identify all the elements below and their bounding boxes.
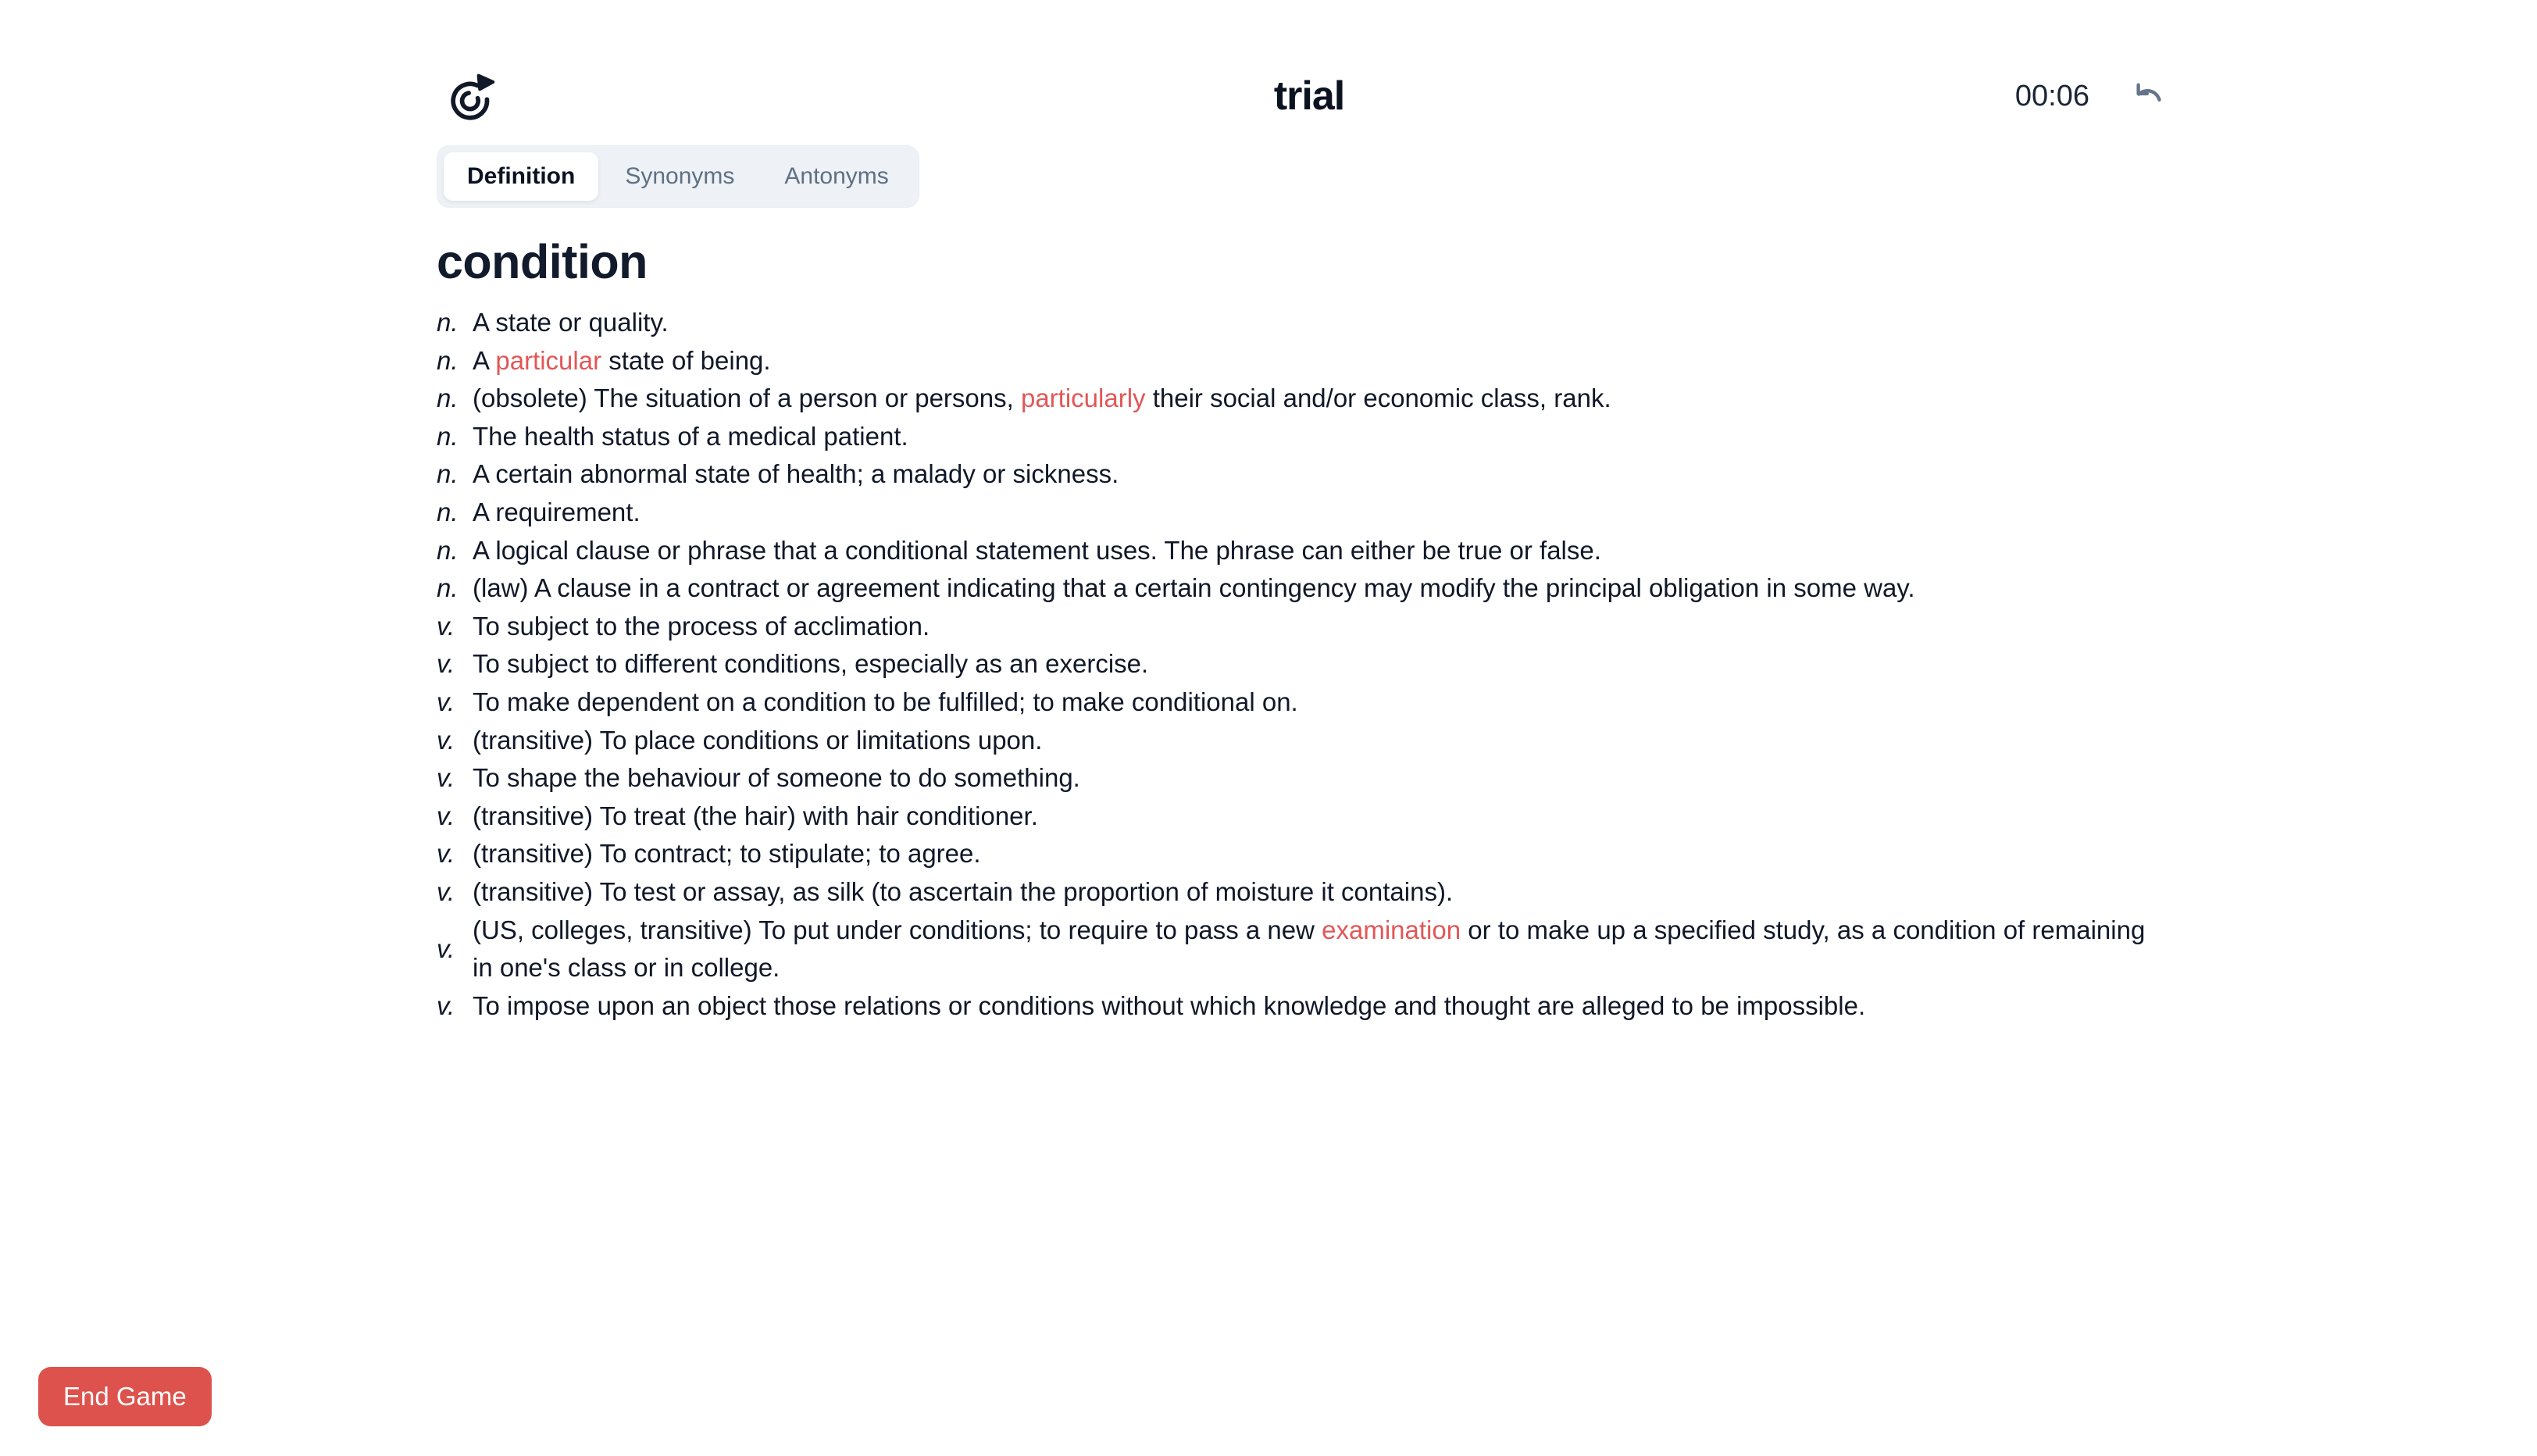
definition-text xyxy=(473,645,2171,683)
definition-item xyxy=(437,380,2171,418)
definition-text-segment: A state or quality. xyxy=(473,308,669,337)
definition-item xyxy=(437,645,2171,683)
tab-definition[interactable]: Definition xyxy=(444,152,598,201)
definition-item xyxy=(437,418,2171,456)
definition-item xyxy=(437,455,2171,494)
part-of-speech-label: v. xyxy=(437,725,455,755)
definition-text-segment: To impose upon an object those relations or conditions without which knowledge and thought are alleged to be impossible. xyxy=(473,990,1866,1020)
end-game-button[interactable]: End Game xyxy=(38,1367,212,1426)
definition-text-segment: (law) A clause in a contract or agreement indicating that a certain contingency may modify the principal obligation in some way. xyxy=(473,573,1915,603)
tab-bar xyxy=(437,145,919,208)
word-heading: condition xyxy=(437,235,648,288)
part-of-speech-label: n. xyxy=(437,384,459,413)
definition-item xyxy=(437,304,2171,342)
definition-text xyxy=(473,912,2171,987)
definition-item xyxy=(437,873,2171,912)
part-of-speech-label: n. xyxy=(437,421,459,451)
definition-text xyxy=(473,342,2171,380)
definition-item xyxy=(437,494,2171,532)
definition-text-segment: state of being. xyxy=(601,345,771,375)
definition-panel xyxy=(366,236,2171,1025)
definition-text-segment: To make dependent on a condition to be fulfilled; to make conditional on. xyxy=(473,687,1298,717)
definition-text xyxy=(473,759,2171,798)
part-of-speech-label: v. xyxy=(437,990,455,1020)
definition-text xyxy=(473,608,2171,646)
definition-text-segment: (transitive) To contract; to stipulate; to agree. xyxy=(473,839,981,869)
part-of-speech-label: v. xyxy=(437,933,455,963)
definition-text-segment: To subject to different conditions, especially as an exercise. xyxy=(473,649,1149,679)
definition-text xyxy=(473,835,2171,873)
undo-arrow-icon xyxy=(2130,76,2171,116)
definition-text-segment: To shape the behaviour of someone to do something. xyxy=(473,763,1080,793)
header-left xyxy=(366,70,1274,122)
definition-text xyxy=(473,494,2171,532)
definition-text xyxy=(473,418,2171,456)
tab-antonyms[interactable]: Antonyms xyxy=(761,152,912,201)
header xyxy=(366,67,2171,125)
definition-item xyxy=(437,569,2171,608)
definition-text-segment: To subject to the process of acclimation. xyxy=(473,611,930,641)
definition-item xyxy=(437,532,2171,570)
definition-text xyxy=(473,987,2171,1026)
definition-text xyxy=(473,455,2171,494)
part-of-speech-label: n. xyxy=(437,535,459,565)
definition-item xyxy=(437,683,2171,722)
definition-item xyxy=(437,912,2171,987)
word-link[interactable]: particular xyxy=(495,345,602,375)
part-of-speech-label: n. xyxy=(437,498,459,527)
part-of-speech-label: v. xyxy=(437,687,455,717)
definition-text xyxy=(473,722,2171,760)
definition-text xyxy=(473,683,2171,722)
definition-text-segment: A logical clause or phrase that a conditional statement uses. The phrase can either be true or false. xyxy=(473,535,1601,565)
definition-text-segment: (obsolete) The situation of a person or persons, xyxy=(473,384,1021,413)
definition-item xyxy=(437,608,2171,646)
part-of-speech-label: n. xyxy=(437,573,459,603)
definition-text-segment: (transitive) To treat (the hair) with hair conditioner. xyxy=(473,801,1038,830)
header-right xyxy=(1344,76,2171,116)
definition-text-segment: A requirement. xyxy=(473,498,640,527)
definition-text xyxy=(473,532,2171,570)
definition-text-segment: (US, colleges, transitive) To put under conditions; to require to pass a new xyxy=(473,915,1322,944)
part-of-speech-label: n. xyxy=(437,345,459,375)
app-container xyxy=(366,0,2171,1025)
definition-text-segment: or to make up a specified study, as a condition of remaining in one's class or in college. xyxy=(473,915,2146,983)
definition-text-segment: their social and/or economic class, rank. xyxy=(1145,384,1611,413)
part-of-speech-label: v. xyxy=(437,839,455,869)
word-link[interactable]: examination xyxy=(1322,915,1461,944)
undo-button[interactable] xyxy=(2130,76,2171,116)
definition-text xyxy=(473,798,2171,836)
definition-item xyxy=(437,835,2171,873)
definition-text xyxy=(473,304,2171,342)
part-of-speech-label: n. xyxy=(437,308,459,337)
part-of-speech-label: n. xyxy=(437,459,459,489)
definition-item xyxy=(437,798,2171,836)
definition-item xyxy=(437,722,2171,760)
definition-item xyxy=(437,987,2171,1026)
definition-text xyxy=(473,569,2171,608)
tab-synonyms[interactable]: Synonyms xyxy=(601,152,758,201)
part-of-speech-label: v. xyxy=(437,877,455,906)
part-of-speech-label: v. xyxy=(437,611,455,641)
page-title: trial xyxy=(1273,73,1345,119)
definition-item xyxy=(437,342,2171,380)
definition-text-segment: A certain abnormal state of health; a malady or sickness. xyxy=(473,459,1119,489)
timer: 00:06 xyxy=(2014,79,2089,112)
target-play-icon[interactable] xyxy=(448,70,499,122)
word-link[interactable]: particularly xyxy=(1020,384,1146,413)
part-of-speech-label: v. xyxy=(437,801,455,830)
definition-item xyxy=(437,759,2171,798)
part-of-speech-label: v. xyxy=(437,763,455,793)
definition-text-segment: (transitive) To place conditions or limitations upon. xyxy=(473,725,1043,755)
definition-text xyxy=(473,380,2171,418)
definition-text-segment: The health status of a medical patient. xyxy=(473,421,908,451)
definitions-list xyxy=(437,304,2171,1025)
definition-text-segment: A xyxy=(473,345,496,375)
part-of-speech-label: v. xyxy=(437,649,455,679)
definition-text xyxy=(473,873,2171,912)
tabs-row xyxy=(366,145,2171,208)
definition-text-segment: (transitive) To test or assay, as silk (to ascertain the proportion of moisture it contains). xyxy=(473,877,1454,906)
